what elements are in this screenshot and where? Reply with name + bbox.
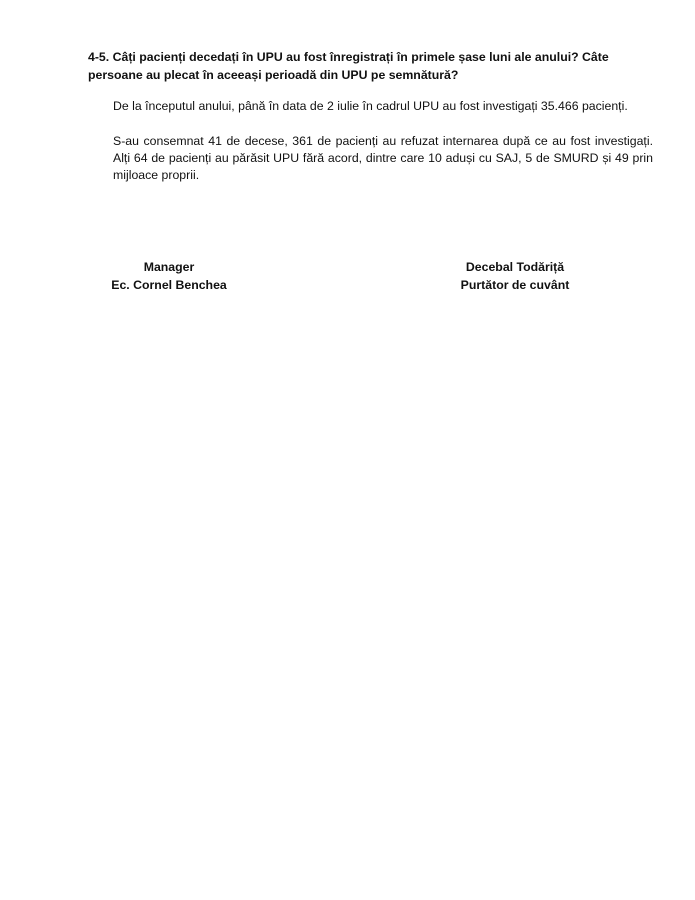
signature-name-manager: Ec. Cornel Benchea (111, 278, 227, 292)
paragraph-patients-investigated: De la începutul anului, până în data de 2 iulie în cadrul UPU au fost investigați 35.466 pacienți. (113, 99, 628, 113)
paragraph-deaths-and-departures: S-au consemnat 41 de decese, 361 de pacienți au refuzat internarea după ce au fost investigați. Alți 64 de pacienți au părăsit UPU fără acord, dintre care 10 aduși cu SAJ, 5 de SMURD și 49 prin mijloace proprii. (113, 134, 653, 182)
signature-name-spokesperson: Decebal Todăriță (465, 260, 565, 274)
signature-role-spokesperson: Purtător de cuvânt (460, 278, 570, 292)
signature-block-spokesperson (415, 258, 615, 294)
question-heading: 4-5. Câți pacienți decedați în UPU au fost înregistrați în primele șase luni ale anului? Câte persoane au plecat în aceeași perioadă din UPU pe semnătură? (88, 50, 609, 82)
signature-role-manager: Manager (143, 260, 195, 274)
signature-block-manager (69, 258, 269, 294)
